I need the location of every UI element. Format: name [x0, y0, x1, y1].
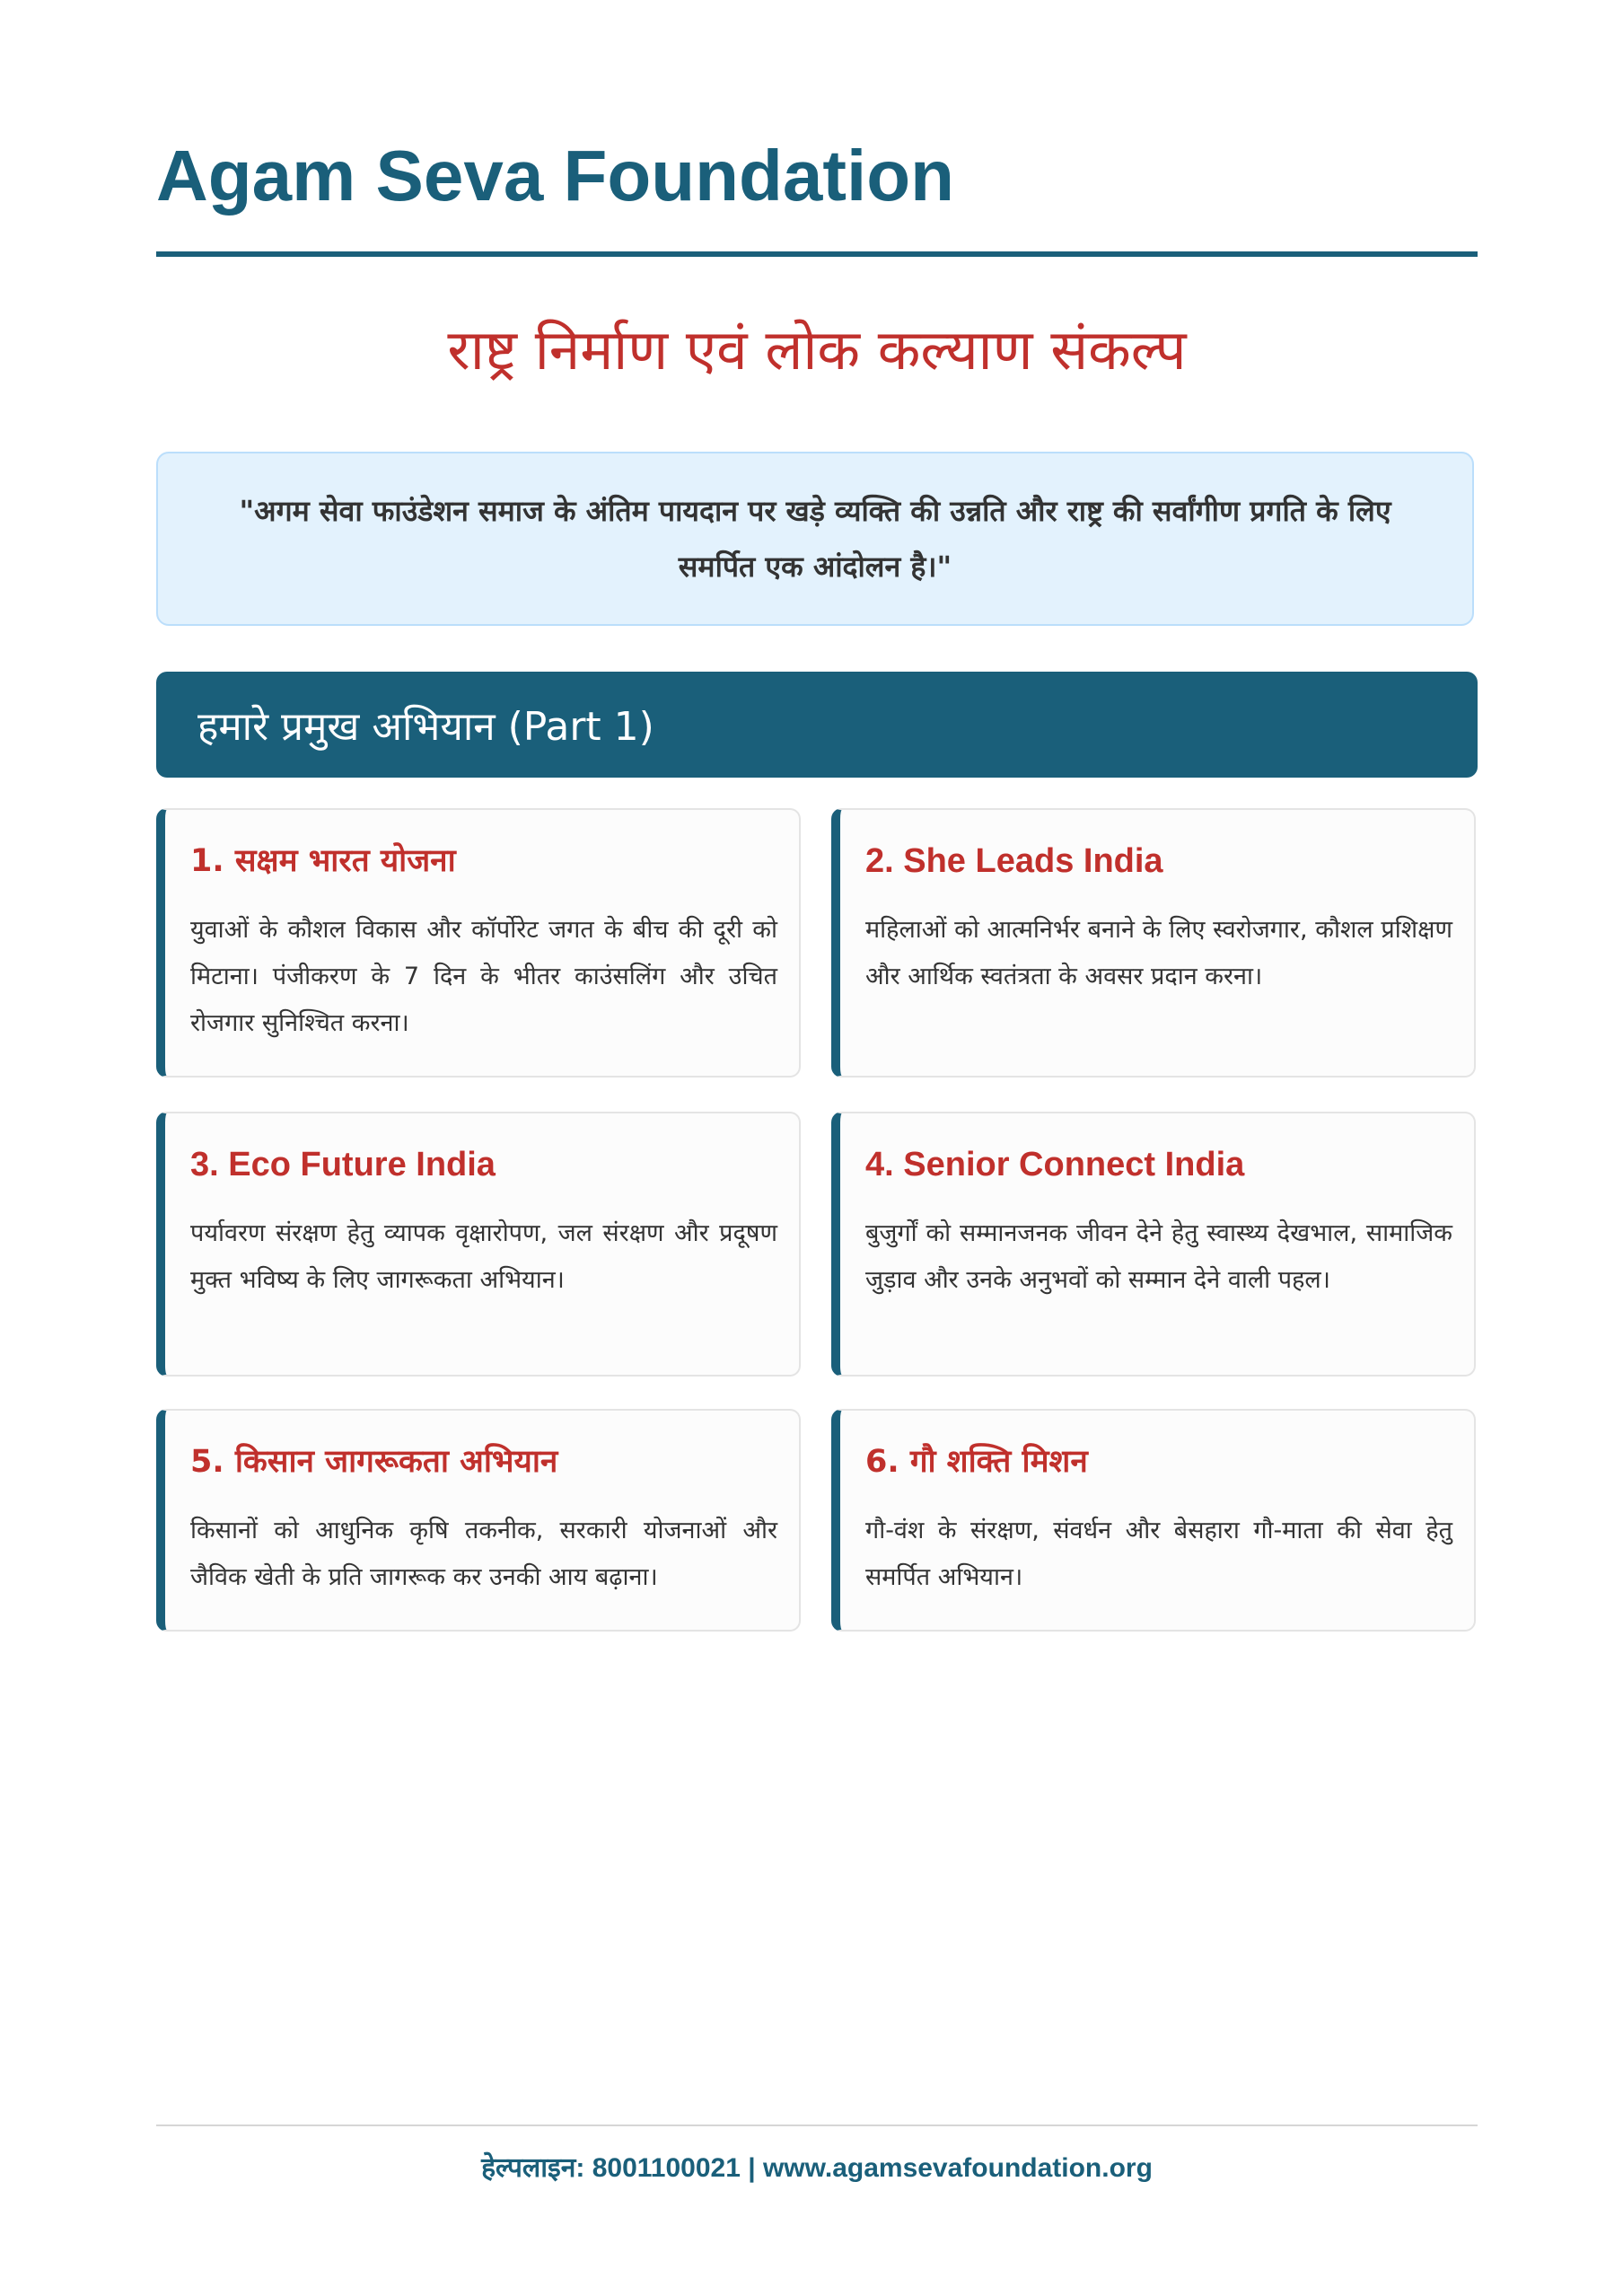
- campaign-title: 6. गौ शक्ति मिशन: [865, 1444, 1088, 1480]
- footer-divider: [156, 2124, 1478, 2126]
- campaign-card-she-leads-india: [831, 808, 1476, 1078]
- campaign-title: 5. किसान जागरूकता अभियान: [190, 1444, 558, 1480]
- organization-title: Agam Seva Foundation: [156, 136, 954, 216]
- section-title: हमारे प्रमुख अभियान (Part 1): [197, 704, 654, 750]
- mission-quote: "अगम सेवा फाउंडेशन समाज के अंतिम पायदान पर खड़े व्यक्ति की उन्नति और राष्ट्र की सर्वांगीण प्रगति के लिए समर्पित एक आंदोलन है।": [239, 494, 1391, 584]
- campaign-title: 1. सक्षम भारत योजना: [190, 843, 456, 879]
- campaign-description: पर्यावरण संरक्षण हेतु व्यापक वृक्षारोपण, जल संरक्षण और प्रदूषण मुक्त भविष्य के लिए जागरूकता अभियान।: [190, 1219, 777, 1294]
- footer-contact: हेल्पलाइन: 8001100021 | www.agamsevafoundation.org: [481, 2153, 1153, 2183]
- campaign-description: महिलाओं को आत्मनिर्भर बनाने के लिए स्वरोजगार, कौशल प्रशिक्षण और आर्थिक स्वतंत्रता के अवसर प्रदान करना।: [865, 916, 1452, 990]
- campaign-description: किसानों को आधुनिक कृषि तकनीक, सरकारी योजनाओं और जैविक खेती के प्रति जागरूक कर उनकी आय बढ़ाना।: [190, 1517, 777, 1591]
- campaign-title: 3. Eco Future India: [190, 1146, 496, 1183]
- campaign-title: 2. She Leads India: [865, 842, 1163, 880]
- document-page: [156, 0, 1478, 2296]
- campaign-card-gau-shakti-mission: [831, 1409, 1476, 1632]
- campaign-description: गौ-वंश के संरक्षण, संवर्धन और बेसहारा गौ-माता की सेवा हेतु समर्पित अभियान।: [865, 1517, 1452, 1591]
- page-subtitle: राष्ट्र निर्माण एवं लोक कल्याण संकल्प: [447, 317, 1187, 383]
- title-divider: [156, 251, 1478, 257]
- mission-quote-box: [156, 452, 1474, 626]
- campaign-card-eco-future-india: [156, 1112, 801, 1377]
- section-header: [156, 672, 1478, 778]
- campaign-title: 4. Senior Connect India: [865, 1146, 1245, 1183]
- campaign-card-senior-connect-india: [831, 1112, 1476, 1377]
- campaign-card-kisan-jagrukta: [156, 1409, 801, 1632]
- campaign-description: युवाओं के कौशल विकास और कॉर्पोरेट जगत के बीच की दूरी को मिटाना। पंजीकरण के 7 दिन के भीतर काउंसलिंग और उचित रोजगार सुनिश्चित करना।: [190, 916, 777, 1037]
- campaign-description: बुजुर्गों को सम्मानजनक जीवन देने हेतु स्वास्थ्य देखभाल, सामाजिक जुड़ाव और उनके अनुभवों को सम्मान देने वाली पहल।: [865, 1219, 1452, 1294]
- campaign-card-saksham-bharat: [156, 808, 801, 1078]
